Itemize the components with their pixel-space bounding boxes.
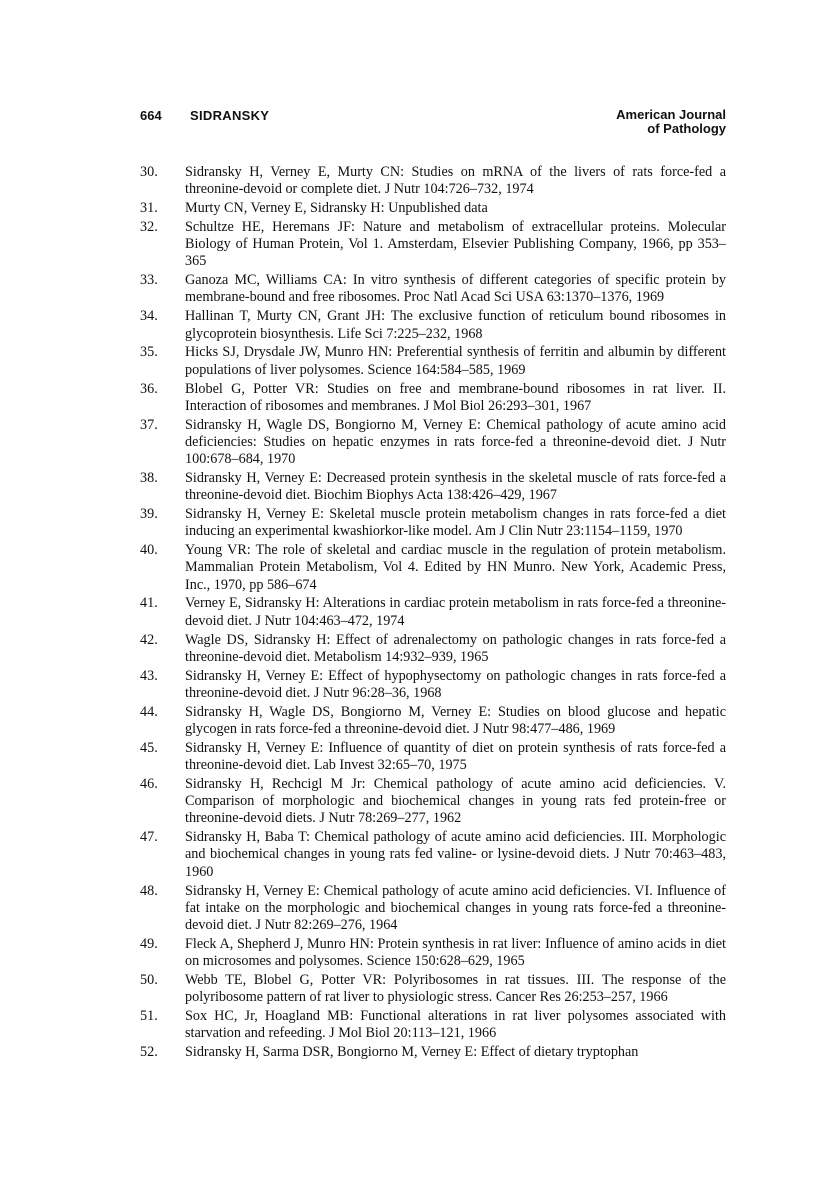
- running-head-author: SIDRANSKY: [190, 108, 270, 123]
- reference-text: Wagle DS, Sidransky H: Effect of adrenalectomy on pathologic changes in rats force-fed a threonine-devoid diet. Metabolism 14:932–939, 1965: [185, 631, 726, 665]
- reference-text: Sidransky H, Verney E, Murty CN: Studies on mRNA of the livers of rats force-fed a threonine-devoid or complete diet. J Nutr 104:726–732, 1974: [185, 164, 726, 198]
- reference-number: 43.: [140, 667, 158, 684]
- reference-text: Sidransky H, Wagle DS, Bongiorno M, Verney E: Chemical pathology of acute amino acid deficiencies: Studies on hepatic enzymes in rats force-fed a threonine-devoid diet. J Nutr 100:678–684, 1970: [185, 416, 726, 468]
- reference-number: 31.: [140, 200, 158, 217]
- reference-number: 41.: [140, 595, 158, 612]
- reference-number: 39.: [140, 506, 158, 523]
- reference-text: Hallinan T, Murty CN, Grant JH: The exclusive function of reticulum bound ribosomes in glycoprotein biosynthesis. Life Sci 7:225–232, 1968: [185, 308, 726, 342]
- reference-text: Sidransky H, Verney E: Effect of hypophysectomy on pathologic changes in rats force-fed a threonine-devoid diet. J Nutr 96:28–36, 1968: [185, 667, 726, 701]
- reference-number: 51.: [140, 1007, 158, 1024]
- reference-text: Verney E, Sidransky H: Alterations in cardiac protein metabolism in rats force-fed a threonine-devoid diet. J Nutr 104:463–472, 1974: [185, 595, 726, 629]
- reference-item: [140, 972, 726, 1006]
- journal-name: [616, 108, 726, 136]
- reference-text: Webb TE, Blobel G, Potter VR: Polyribosomes in rat tissues. III. The response of the polyribosome pattern of rat liver to physiologic stress. Cancer Res 26:253–257, 1966: [185, 971, 726, 1006]
- reference-text: Sidransky H, Rechcigl M Jr: Chemical pathology of acute amino acid deficiencies. V. Comparison of morphologic and biochemical changes in young rats fed protein-free or threonine-devoid diets. J Nutr 78:269–277, 1962: [185, 775, 726, 827]
- reference-number: 37.: [140, 416, 158, 433]
- reference-number: 49.: [140, 935, 158, 952]
- reference-text: Hicks SJ, Drysdale JW, Munro HN: Preferential synthesis of ferritin and albumin by different populations of liver polysomes. Science 164:584–585, 1969: [185, 344, 726, 378]
- reference-item: [140, 668, 726, 702]
- reference-text: Schultze HE, Heremans JF: Nature and metabolism of extracellular proteins. Molecular Biology of Human Protein, Vol 1. Amsterdam, Elsevier Publishing Company, 1966, pp 353–365: [185, 218, 726, 270]
- reference-item: [140, 1008, 726, 1042]
- reference-item: [140, 164, 726, 198]
- reference-item: [140, 542, 726, 594]
- reference-item: [140, 740, 726, 774]
- reference-number: 36.: [140, 380, 158, 397]
- reference-item: [140, 417, 726, 469]
- reference-item: [140, 829, 726, 881]
- reference-number: 32.: [140, 218, 158, 235]
- reference-text: Sidransky H, Sarma DSR, Bongiorno M, Verney E: Effect of dietary tryptophan: [185, 1044, 639, 1061]
- reference-item: [140, 381, 726, 415]
- reference-text: Sidransky H, Verney E: Skeletal muscle protein metabolism changes in rats force-fed a diet inducing an experimental kwashiorkor-like model. Am J Clin Nutr 23:1154–1159, 1970: [185, 506, 726, 540]
- reference-text: Sidransky H, Verney E: Chemical pathology of acute amino acid deficiencies. VI. Influence of fat intake on the morphologic and biochemical changes in young rats force-fed a threonine-devoid diet. J Nutr 82:269–276, 1964: [185, 882, 726, 933]
- reference-item: [140, 470, 726, 504]
- reference-number: 35.: [140, 344, 158, 361]
- reference-item: [140, 883, 726, 935]
- reference-text: Young VR: The role of skeletal and cardiac muscle in the regulation of protein metabolism. Mammalian Protein Metabolism, Vol 4. Edited by HN Munro. New York, Academic Press, Inc., 1970, pp 586–674: [185, 542, 726, 593]
- reference-item: [140, 200, 726, 217]
- reference-number: 52.: [140, 1044, 158, 1061]
- reference-number: 47.: [140, 829, 158, 846]
- reference-number: 40.: [140, 542, 158, 559]
- reference-text: Sox HC, Jr, Hoagland MB: Functional alterations in rat liver polysomes associated with starvation and refeeding. J Mol Biol 20:113–121, 1966: [185, 1007, 726, 1042]
- reference-text: Blobel G, Potter VR: Studies on free and membrane-bound ribosomes in rat liver. II. Interaction of ribosomes and membranes. J Mol Biol 26:293–301, 1967: [185, 380, 726, 414]
- reference-number: 46.: [140, 775, 158, 792]
- reference-number: 34.: [140, 308, 158, 325]
- reference-text: Sidransky H, Verney E: Influence of quantity of diet on protein synthesis of rats force-fed a threonine-devoid diet. Lab Invest 32:65–70, 1975: [185, 739, 726, 774]
- reference-number: 44.: [140, 703, 158, 720]
- reference-item: [140, 936, 726, 970]
- reference-text: Fleck A, Shepherd J, Munro HN: Protein synthesis in rat liver: Influence of amino acids in diet on microsomes and polysomes. Science 150:628–629, 1965: [185, 935, 726, 969]
- reference-item: [140, 776, 726, 828]
- reference-number: 33.: [140, 272, 158, 289]
- reference-text: Sidransky H, Wagle DS, Bongiorno M, Verney E: Studies on blood glucose and hepatic glycogen in rats force-fed a threonine-devoid diet. J Nutr 98:477–486, 1969: [185, 703, 726, 737]
- reference-item: [140, 308, 726, 342]
- reference-item: [140, 219, 726, 271]
- reference-number: 30.: [140, 164, 158, 180]
- reference-number: 45.: [140, 739, 158, 756]
- reference-item: [140, 506, 726, 540]
- reference-list: [140, 164, 726, 1063]
- reference-item: [140, 632, 726, 666]
- journal-name-line-1: American Journal: [616, 107, 726, 122]
- reference-text: Sidransky H, Baba T: Chemical pathology of acute amino acid deficiencies. III. Morphologic and biochemical changes in young rats fed valine- or lysine-devoid diets. J Nutr 70:463–483, 1960: [185, 829, 726, 880]
- reference-text: Sidransky H, Verney E: Decreased protein synthesis in the skeletal muscle of rats force-fed a threonine-devoid diet. Biochim Biophys Acta 138:426–429, 1967: [185, 469, 726, 504]
- reference-item: [140, 344, 726, 378]
- reference-item: [140, 272, 726, 306]
- reference-number: 42.: [140, 631, 158, 648]
- page-number: 664: [140, 108, 162, 123]
- reference-number: 50.: [140, 971, 158, 988]
- page-header: [140, 108, 726, 142]
- journal-name-line-2: of Pathology: [647, 121, 726, 136]
- reference-number: 48.: [140, 882, 158, 899]
- reference-number: 38.: [140, 469, 158, 486]
- reference-text: Ganoza MC, Williams CA: In vitro synthesis of different categories of specific protein by membrane-bound and free ribosomes. Proc Natl Acad Sci USA 63:1370–1376, 1969: [185, 272, 726, 306]
- reference-item: [140, 704, 726, 738]
- reference-text: Murty CN, Verney E, Sidransky H: Unpublished data: [185, 200, 488, 217]
- reference-item: [140, 1044, 726, 1061]
- reference-item: [140, 595, 726, 629]
